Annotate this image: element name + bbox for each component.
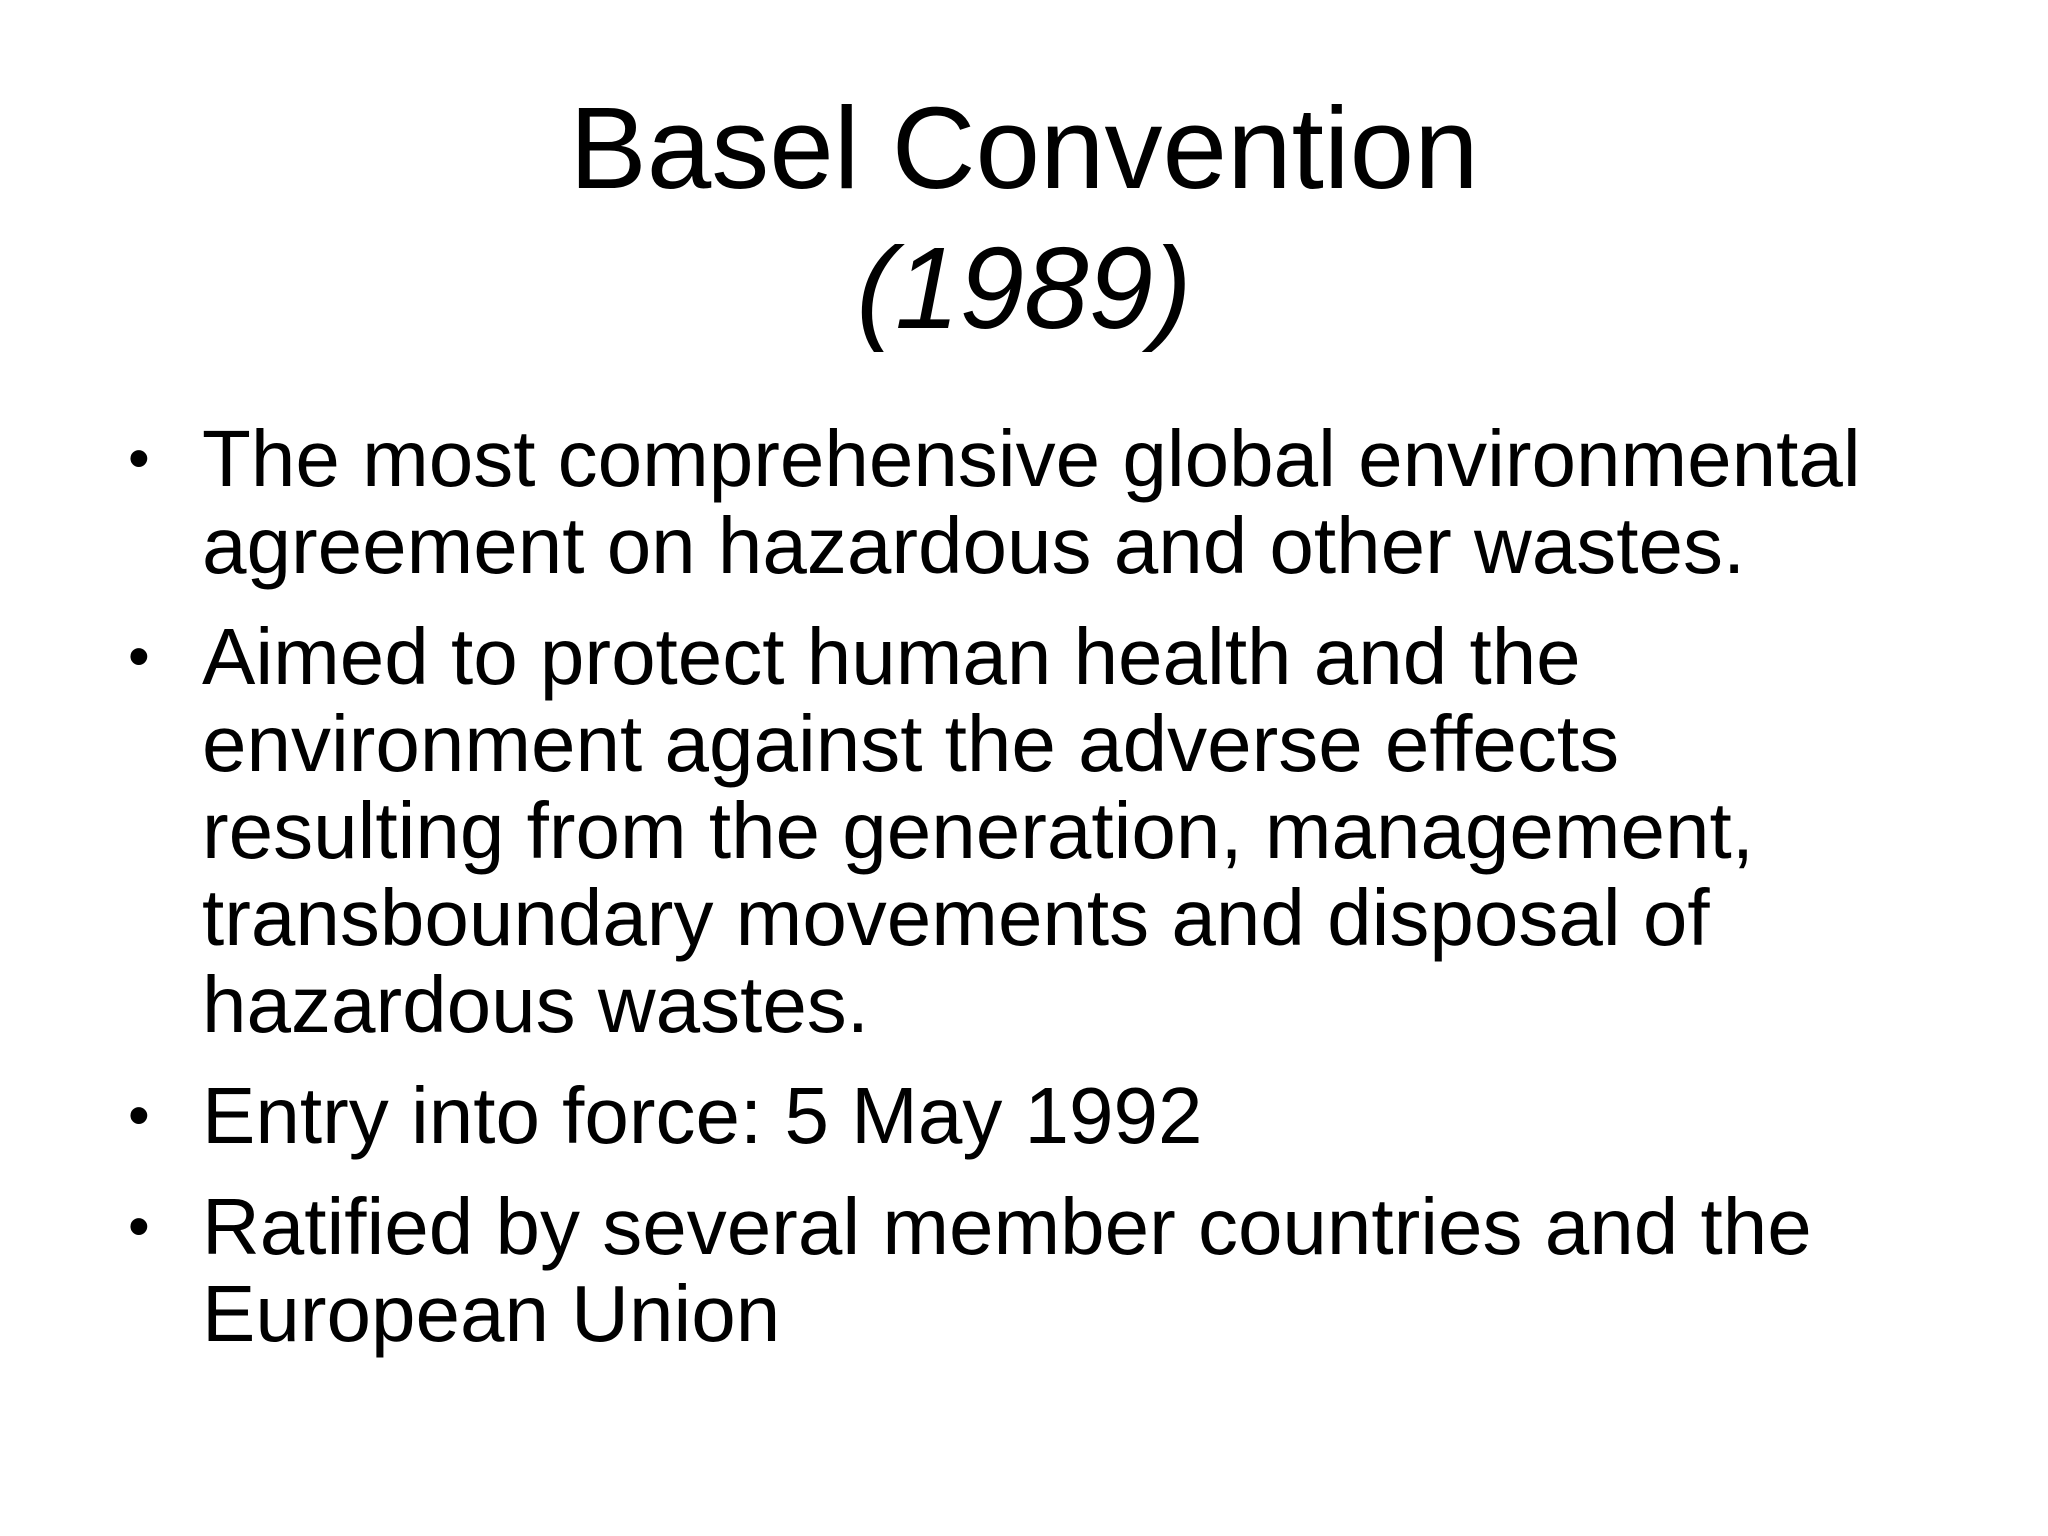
list-item xyxy=(120,613,1940,1048)
bullet-list xyxy=(120,415,1940,1381)
bullet-text: Entry into force: 5 May 1992 xyxy=(202,1071,1203,1160)
bullet-text: The most comprehensive global environmental agreement on hazardous and other wastes. xyxy=(202,414,1861,590)
list-item xyxy=(120,1183,1940,1357)
slide-title xyxy=(0,78,2048,358)
bullet-text: Ratified by several member countries and the European Union xyxy=(202,1182,1812,1358)
bullet-icon: • xyxy=(128,1081,150,1150)
list-item xyxy=(120,1072,1940,1159)
bullet-icon: • xyxy=(128,1192,150,1261)
bullet-icon: • xyxy=(128,424,150,493)
title-year: (1989) xyxy=(856,223,1192,353)
title-text: Basel Convention xyxy=(569,83,1479,213)
list-item xyxy=(120,415,1940,589)
bullet-text: Aimed to protect human health and the environment against the adverse effects resulting from the generation, management, transboundary movements and disposal of hazardous wastes. xyxy=(202,612,1754,1049)
bullet-icon: • xyxy=(128,622,150,691)
